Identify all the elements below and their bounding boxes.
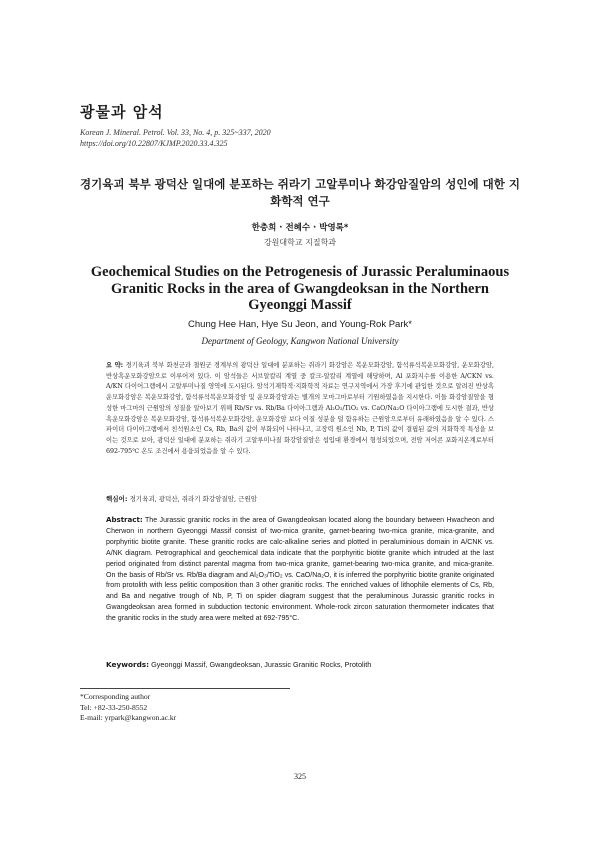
- english-abstract: [106, 515, 494, 625]
- page-number: 325: [294, 772, 306, 781]
- english-keywords-text: Gyeonggi Massif, Gwangdeoksan, Jurassic Granitic Rocks, Protolith: [151, 660, 372, 669]
- english-title: Geochemical Studies on the Petrogenesis of Jurassic Peraluminaous Granitic Rocks in the area of Gwangdeoksan in the Northern Gyeonggi Massif: [90, 264, 510, 313]
- journal-citation: Korean J. Mineral. Petrol. Vol. 33, No. 4, p. 325~337, 2020: [80, 128, 271, 137]
- korean-keywords-text: 경기육괴, 광덕산, 쥐라기 화강암질암, 근원암: [129, 495, 258, 503]
- english-affiliation: Department of Geology, Kangwon National University: [201, 336, 399, 346]
- korean-abstract-text: 경기육괴 북부 화천군과 철원군 경계부의 광덕산 일대에 분포하는 쥐라기 화강암은 복운모화강암, 함석류석복운모화강암, 운모화강암, 반상흑운모화강암으로 이루어져 있다. 이 암석들은 서브알칼리 계열 중 칼크-알칼리 계열에 해당하며, Al 포화지수를 이용한 A/CKN vs. A/KN 다이어그램에서 고알루미나질 영역에 도시된다. 암석기재학적·지화학적 자료는 연구지역에서 가장 후기에 관입한 것으로 알려진 반상흑운모화강암은 복운모화강암, 함석류석복운모화강암 및 운모화강암과는 별개의 모마그마로부터 기원하였음을 지시한다. 이들 화강암질암을 형성한 마그마의 근원암의 성질을 알아보기 위해 Rb/Sr vs. Rb/Ba 다이아그램과 Al₂O₃/TiO₂ vs. CaO/Na₂O 다이아그램에 도시한 결과, 반상흑운모화강암은 복운모화강암, 함석류석복운모화강암, 운모화강암 보다 이질 성분을 덜 함유하는 근원암으로부터 유래하였음을 알 수 있다. 스파이더 다이아그램에서 친석원소인 Cs, Rb, Ba의 값이 부화되어 나타나고, 고장력 원소인 Nb, P, Ti의 값이 결핍된 값의 지화학적 특성을 보이는 것으로 보아, 광덕산 일대에 분포하는 쥐라기 고알루미나질 화강암질암은 섭입대 환경에서 형성되었으며, 전암 저어콘 포화지온계로부터 692-795℃ 온도 조건에서 용융되었음을 알 수 있다.: [106, 362, 494, 455]
- korean-abstract: [106, 361, 494, 457]
- korean-keywords: [106, 494, 494, 504]
- email-address[interactable]: E-mail: yrpark@kangwon.ac.kr: [80, 713, 177, 722]
- korean-title: 경기육괴 북부 광덕산 일대에 분포하는 쥐라기 고알루미나 화강암질암의 성인에 대한 지화학적 연구: [80, 177, 520, 208]
- korean-authors: 한충희 · 전혜수 · 박영록*: [251, 223, 349, 233]
- journal-name: 광물과 암석: [80, 103, 164, 121]
- footnote-divider: [80, 688, 290, 689]
- english-keywords: [106, 660, 494, 670]
- korean-keywords-label: 핵심어:: [106, 495, 128, 503]
- english-abstract-label: Abstract:: [106, 515, 143, 524]
- english-authors: Chung Hee Han, Hye Su Jeon, and Young-Rok Park*: [188, 319, 412, 330]
- korean-abstract-label: 요 약:: [106, 362, 124, 369]
- journal-reference: [80, 127, 271, 149]
- telephone: Tel: +82-33-250-8552: [80, 702, 148, 712]
- doi-link[interactable]: https://doi.org/10.22807/KJMP.2020.33.4.325: [80, 139, 228, 148]
- korean-affiliation: 강원대학교 지질학과: [263, 238, 337, 247]
- footnote: [80, 692, 176, 724]
- corresponding-author-note: *Corresponding author: [80, 692, 151, 701]
- english-abstract-text: The Jurassic granitic rocks in the area of Gwangdeoksan located along the boundary between Hwacheon and Cherwon in northern Gyeonggi Massif consist of two-mica granite, garnet-bearing two-mica granite, mica-granite, and porphyritic biotite granite. These granitic rocks are calc-alkaline series and plotted in peraluminious domain in A/CNK vs. A/NK diagram. Petrographical and geochemical data indicate that the porphyritic biotite granite which intruded at the last period originated from distinct parental magma from two-mica granite, garnet-bearing two-mica granite, and mica-granite. On the basis of Rb/Sr vs. Rb/Ba diagram and Al₂O₃/TiO₂ vs. CaO/Na₂O, it is inferred the porphyritic biotite granite originated from protolith with less pelitic composition than 3 other granitic rocks. The enriched values of lithophile elements of Cs, Rb, and Ba and negative trough of Nb, P, Ti on spider diagram suggest that the peraluminous Jurassic granitic rocks in Gwangdeoksan area formed in subduction tectonic environment. Whole-rock zircon saturation thermometer indicates that the granitic rocks in the study area were melted at 692-795°C.: [106, 517, 494, 623]
- english-keywords-label: Keywords:: [106, 660, 150, 669]
